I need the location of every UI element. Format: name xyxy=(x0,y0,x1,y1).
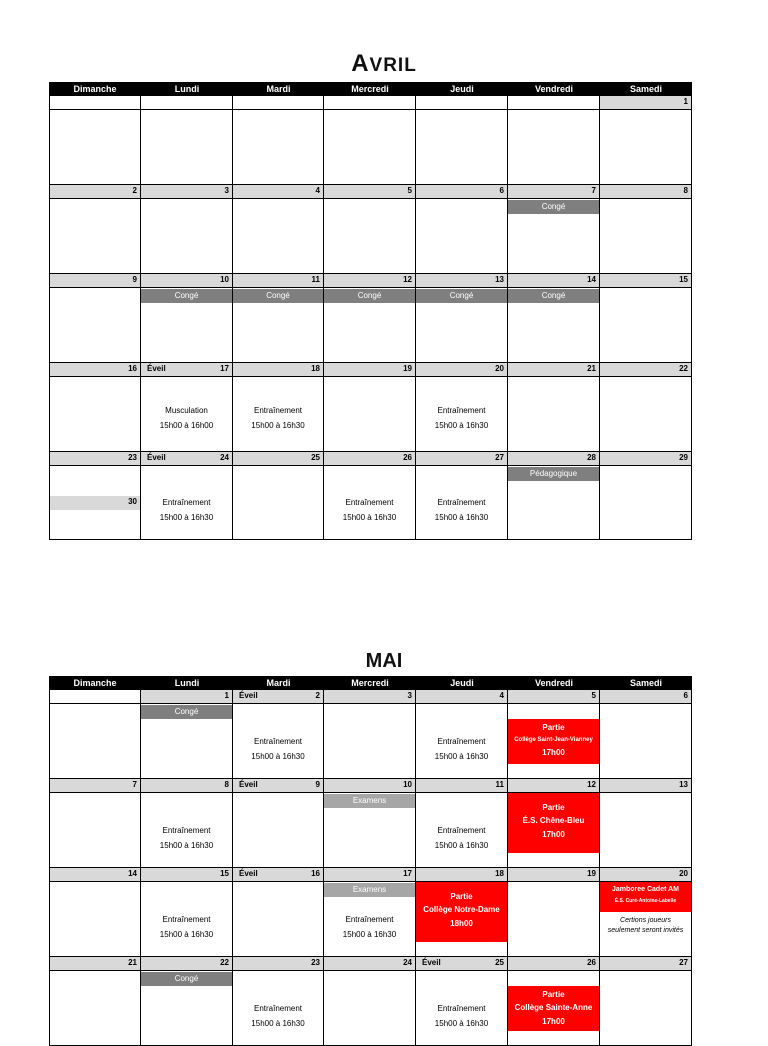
event-time: 15h00 à 16h30 xyxy=(159,513,214,522)
eveil-tag: Éveil xyxy=(147,453,166,462)
game-place: É.S. Chêne-Bleu xyxy=(522,816,585,825)
day-cell xyxy=(416,363,508,452)
conge-label: Congé xyxy=(324,289,415,303)
event-title: Entraînement xyxy=(345,915,394,924)
weekday-dimanche: Dimanche xyxy=(73,84,117,94)
day-number: 7 xyxy=(591,186,596,195)
day-number: 16 xyxy=(128,364,137,373)
event-title: Entraînement xyxy=(437,826,486,835)
date-bar xyxy=(508,779,599,793)
weekday-header xyxy=(49,676,692,690)
day-number: 1 xyxy=(683,97,688,106)
date-bar xyxy=(233,690,323,704)
day-number: 15 xyxy=(679,275,688,284)
event-title: Entraînement xyxy=(437,406,486,415)
day-number: 21 xyxy=(128,958,137,967)
day-number: 9 xyxy=(132,275,137,284)
day-cell xyxy=(600,185,692,274)
day-number: 26 xyxy=(587,958,596,967)
game-label: Partie xyxy=(450,892,473,901)
event-title: Entraînement xyxy=(162,915,211,924)
day-number: 4 xyxy=(499,691,504,700)
date-bar xyxy=(233,452,323,466)
day-number: 6 xyxy=(499,186,504,195)
day-cell xyxy=(600,779,692,868)
day-cell xyxy=(49,274,141,363)
event-title: Entraînement xyxy=(253,406,303,415)
day-cell xyxy=(141,363,233,452)
day-number: 30 xyxy=(128,497,137,506)
conge-label: Congé xyxy=(141,705,232,719)
day-cell xyxy=(49,185,141,274)
event-time: 15h00 à 16h30 xyxy=(251,752,305,761)
day-number: 15 xyxy=(220,869,229,878)
jamboree-note: Certions joueurs xyxy=(620,917,671,924)
day-cell xyxy=(508,779,600,868)
day-number: 4 xyxy=(315,186,320,195)
day-cell xyxy=(233,690,324,779)
day-cell xyxy=(416,452,508,540)
game-label: Partie xyxy=(542,723,565,732)
day-number: 2 xyxy=(315,691,320,700)
date-bar xyxy=(50,274,140,288)
event-time: 15h00 à 16h30 xyxy=(342,513,397,522)
day-number: 14 xyxy=(128,869,137,878)
day-number: 19 xyxy=(403,364,412,373)
day-cell xyxy=(233,452,324,540)
day-cell xyxy=(324,868,416,957)
day-cell xyxy=(141,868,233,957)
date-bar xyxy=(50,96,140,110)
day-cell xyxy=(49,779,141,868)
eveil-tag: Éveil xyxy=(422,958,441,967)
day-cell xyxy=(233,957,324,1046)
date-bar xyxy=(233,779,323,793)
week-row xyxy=(49,690,692,779)
date-bar xyxy=(324,363,415,377)
day-cell xyxy=(233,96,324,185)
day-cell xyxy=(508,185,600,274)
day-cell xyxy=(600,452,692,540)
day-cell xyxy=(233,363,324,452)
weekday-mardi: Mardi xyxy=(266,678,291,688)
day-number: 20 xyxy=(495,364,504,373)
conge-label: Congé xyxy=(508,200,599,214)
game-block xyxy=(508,793,599,853)
event-title: Entraînement xyxy=(345,498,394,507)
event-time: 15h00 à 16h00 xyxy=(159,421,214,430)
day-cell xyxy=(416,957,508,1046)
event-time: 15h00 à 16h30 xyxy=(434,841,489,850)
jamboree-block xyxy=(600,882,691,912)
date-bar xyxy=(50,185,140,199)
weekday-lundi: Lundi xyxy=(174,84,200,94)
jamboree-note: seulement seront invités xyxy=(607,927,684,934)
conge-label: Congé xyxy=(233,289,323,303)
day-number: 12 xyxy=(403,275,412,284)
game-label: Partie xyxy=(542,803,565,812)
day-cell xyxy=(416,868,508,957)
examens-label: Examens xyxy=(324,794,415,808)
date-bar xyxy=(324,957,415,971)
weekday-jeudi: Jeudi xyxy=(450,84,474,94)
conge-label: Congé xyxy=(508,289,599,303)
day-number: 23 xyxy=(128,453,137,462)
event-time: 15h00 à 16h30 xyxy=(251,421,305,430)
day-number: 11 xyxy=(311,275,320,284)
eveil-tag: Éveil xyxy=(147,364,166,373)
event-title: Entraînement xyxy=(437,1004,486,1013)
week-row xyxy=(49,452,692,540)
date-bar xyxy=(50,363,140,377)
weekday-mercredi: Mercredi xyxy=(351,84,389,94)
weekday-dimanche: Dimanche xyxy=(73,678,117,688)
day-cell xyxy=(508,274,600,363)
day-number: 2 xyxy=(132,186,137,195)
day-number: 9 xyxy=(315,780,320,789)
event-time: 15h00 à 16h30 xyxy=(434,513,489,522)
day-cell xyxy=(49,868,141,957)
date-bar xyxy=(141,363,232,377)
day-number: 24 xyxy=(403,958,412,967)
date-bar xyxy=(508,868,599,882)
week-row xyxy=(49,868,692,957)
event-time: 15h00 à 16h30 xyxy=(434,752,489,761)
date-bar xyxy=(324,868,415,882)
game-place: Collège Sainte-Anne xyxy=(514,1003,593,1012)
day-cell xyxy=(141,274,233,363)
weekday-vendredi: Vendredi xyxy=(534,678,573,688)
day-number: 18 xyxy=(495,869,504,878)
date-bar xyxy=(600,363,691,377)
day-cell xyxy=(324,96,416,185)
jamboree-title: Jamboree Cadet AM xyxy=(611,886,680,893)
conge-label: Congé xyxy=(141,289,232,303)
date-bar xyxy=(416,690,507,704)
date-bar xyxy=(233,363,323,377)
week-row xyxy=(49,274,692,363)
weekday-lundi: Lundi xyxy=(174,678,200,688)
event-time: 15h00 à 16h30 xyxy=(159,841,214,850)
day-number: 1 xyxy=(224,691,229,700)
date-bar xyxy=(600,185,691,199)
date-bar xyxy=(324,452,415,466)
day-number: 5 xyxy=(407,186,412,195)
date-bar xyxy=(324,274,415,288)
day-cell xyxy=(416,96,508,185)
day-cell xyxy=(141,452,233,540)
day-cell xyxy=(600,274,692,363)
date-bar xyxy=(416,957,507,971)
day-number: 17 xyxy=(403,869,412,878)
day-cell xyxy=(508,363,600,452)
date-bar xyxy=(600,690,691,704)
day-cell xyxy=(324,452,416,540)
day-cell xyxy=(416,185,508,274)
date-bar xyxy=(233,185,323,199)
date-bar xyxy=(50,957,140,971)
month-title-mai: MAI xyxy=(365,650,403,672)
date-bar xyxy=(416,274,507,288)
game-block xyxy=(508,719,599,764)
week-row xyxy=(49,185,692,274)
day-cell xyxy=(324,185,416,274)
date-bar xyxy=(233,957,323,971)
day-number: 25 xyxy=(311,453,320,462)
day-cell xyxy=(324,690,416,779)
game-place: Collège Saint-Jean-Vianney xyxy=(514,737,593,743)
week-row xyxy=(49,779,692,868)
day-cell xyxy=(233,868,324,957)
day-cell xyxy=(324,274,416,363)
date-bar xyxy=(508,274,599,288)
weekday-mercredi: Mercredi xyxy=(351,678,389,688)
day-number: 22 xyxy=(220,958,229,967)
day-cell xyxy=(233,779,324,868)
month-title-cap: A xyxy=(351,50,370,77)
examens-label: Examens xyxy=(324,883,415,897)
day-number: 10 xyxy=(220,275,229,284)
day-cell xyxy=(141,185,233,274)
date-bar xyxy=(141,779,232,793)
date-bar xyxy=(416,868,507,882)
date-bar xyxy=(141,690,232,704)
game-time: 17h00 xyxy=(542,830,565,839)
date-bar xyxy=(600,452,691,466)
date-bar xyxy=(508,690,599,704)
eveil-tag: Éveil xyxy=(239,869,258,878)
date-bar xyxy=(416,779,507,793)
day-cell xyxy=(600,957,692,1046)
event-title: Entraînement xyxy=(253,737,303,746)
day-cell xyxy=(324,363,416,452)
date-bar xyxy=(416,185,507,199)
day-number: 7 xyxy=(132,780,137,789)
day-cell xyxy=(49,96,141,185)
day-cell xyxy=(416,274,508,363)
game-block xyxy=(416,882,507,942)
day-number: 16 xyxy=(311,869,320,878)
event-time: 15h00 à 16h30 xyxy=(342,930,397,939)
event-time: 15h00 à 16h30 xyxy=(159,930,214,939)
day-number: 13 xyxy=(495,275,504,284)
date-bar xyxy=(416,96,507,110)
pedagogique-label: Pédagogique xyxy=(508,467,599,481)
day-cell xyxy=(324,779,416,868)
day-number: 12 xyxy=(587,780,596,789)
day-number: 8 xyxy=(683,186,688,195)
event-time: 15h00 à 16h30 xyxy=(434,421,489,430)
game-label: Partie xyxy=(542,990,565,999)
week-row xyxy=(49,957,692,1046)
day-cell xyxy=(600,868,692,957)
date-bar xyxy=(50,779,140,793)
weekday-mardi: Mardi xyxy=(266,84,291,94)
date-bar xyxy=(324,96,415,110)
date-bar xyxy=(50,496,140,510)
date-bar xyxy=(50,452,140,466)
game-time: 17h00 xyxy=(542,1017,565,1026)
day-number: 27 xyxy=(679,958,688,967)
event-title: Entraînement xyxy=(437,498,486,507)
day-number: 21 xyxy=(587,364,596,373)
event-time: 15h00 à 16h30 xyxy=(251,1019,305,1028)
day-cell xyxy=(49,690,141,779)
day-cell xyxy=(49,363,141,452)
date-bar xyxy=(233,274,323,288)
day-number: 22 xyxy=(679,364,688,373)
day-number: 3 xyxy=(224,186,229,195)
date-bar xyxy=(416,452,507,466)
month-title-rest: VRIL xyxy=(369,55,417,76)
date-bar xyxy=(416,363,507,377)
day-number: 5 xyxy=(591,691,596,700)
day-number: 20 xyxy=(679,869,688,878)
day-number: 23 xyxy=(311,958,320,967)
game-time: 18h00 xyxy=(450,919,473,928)
conge-label: Congé xyxy=(416,289,507,303)
date-bar xyxy=(141,957,232,971)
day-number: 26 xyxy=(403,453,412,462)
day-cell xyxy=(600,690,692,779)
day-cell xyxy=(416,690,508,779)
day-cell xyxy=(416,779,508,868)
day-number: 24 xyxy=(220,453,229,462)
event-title: Musculation xyxy=(165,406,208,415)
day-number: 14 xyxy=(587,275,596,284)
date-bar xyxy=(233,96,323,110)
weekday-samedi: Samedi xyxy=(629,678,662,688)
weekday-jeudi: Jeudi xyxy=(450,678,474,688)
date-bar xyxy=(600,274,691,288)
month-title-avril xyxy=(0,50,768,78)
date-bar xyxy=(233,868,323,882)
day-cell xyxy=(324,957,416,1046)
day-number: 8 xyxy=(224,780,229,789)
day-cell xyxy=(49,452,141,540)
day-number: 3 xyxy=(407,691,412,700)
day-cell xyxy=(233,185,324,274)
date-bar xyxy=(141,185,232,199)
event-title: Entraînement xyxy=(162,826,211,835)
weekday-header xyxy=(49,82,692,96)
date-bar xyxy=(600,779,691,793)
day-number: 10 xyxy=(403,780,412,789)
date-bar xyxy=(600,868,691,882)
date-bar xyxy=(324,185,415,199)
day-cell xyxy=(508,868,600,957)
day-cell xyxy=(233,274,324,363)
day-number: 19 xyxy=(587,869,596,878)
conge-label: Congé xyxy=(141,972,232,986)
date-bar xyxy=(600,96,691,110)
date-bar xyxy=(324,779,415,793)
day-number: 18 xyxy=(311,364,320,373)
day-number: 25 xyxy=(495,958,504,967)
date-bar xyxy=(324,690,415,704)
date-bar xyxy=(141,274,232,288)
day-cell xyxy=(141,957,233,1046)
date-bar xyxy=(508,185,599,199)
jamboree-place: É.S. Curé-Antoine-Labelle xyxy=(614,898,677,904)
week-row xyxy=(49,96,692,185)
date-bar xyxy=(50,690,140,704)
day-cell xyxy=(49,957,141,1046)
day-cell xyxy=(508,96,600,185)
day-cell xyxy=(600,96,692,185)
day-number: 29 xyxy=(679,453,688,462)
day-cell xyxy=(141,96,233,185)
date-bar xyxy=(508,96,599,110)
day-number: 11 xyxy=(495,780,504,789)
day-number: 27 xyxy=(495,453,504,462)
day-cell xyxy=(508,690,600,779)
day-number: 13 xyxy=(679,780,688,789)
day-cell xyxy=(508,957,600,1046)
week-row xyxy=(49,363,692,452)
game-time: 17h00 xyxy=(542,748,565,757)
event-title: Entraînement xyxy=(253,1004,303,1013)
day-cell xyxy=(508,452,600,540)
date-bar xyxy=(508,957,599,971)
weekday-samedi: Samedi xyxy=(629,84,662,94)
date-bar xyxy=(50,868,140,882)
event-title: Entraînement xyxy=(437,737,486,746)
date-bar xyxy=(141,96,232,110)
day-cell xyxy=(600,363,692,452)
game-block xyxy=(508,986,599,1031)
day-cell xyxy=(141,690,233,779)
eveil-tag: Éveil xyxy=(239,780,258,789)
date-bar xyxy=(508,452,599,466)
date-bar xyxy=(141,452,232,466)
day-cell xyxy=(141,779,233,868)
date-bar xyxy=(600,957,691,971)
day-number: 28 xyxy=(587,453,596,462)
date-bar xyxy=(508,363,599,377)
day-number: 6 xyxy=(683,691,688,700)
date-bar xyxy=(141,868,232,882)
day-number: 17 xyxy=(220,364,229,373)
event-time: 15h00 à 16h30 xyxy=(434,1019,489,1028)
event-title: Entraînement xyxy=(162,498,211,507)
game-place: Collège Notre-Dame xyxy=(423,905,500,914)
weekday-vendredi: Vendredi xyxy=(534,84,573,94)
eveil-tag: Éveil xyxy=(239,691,258,700)
